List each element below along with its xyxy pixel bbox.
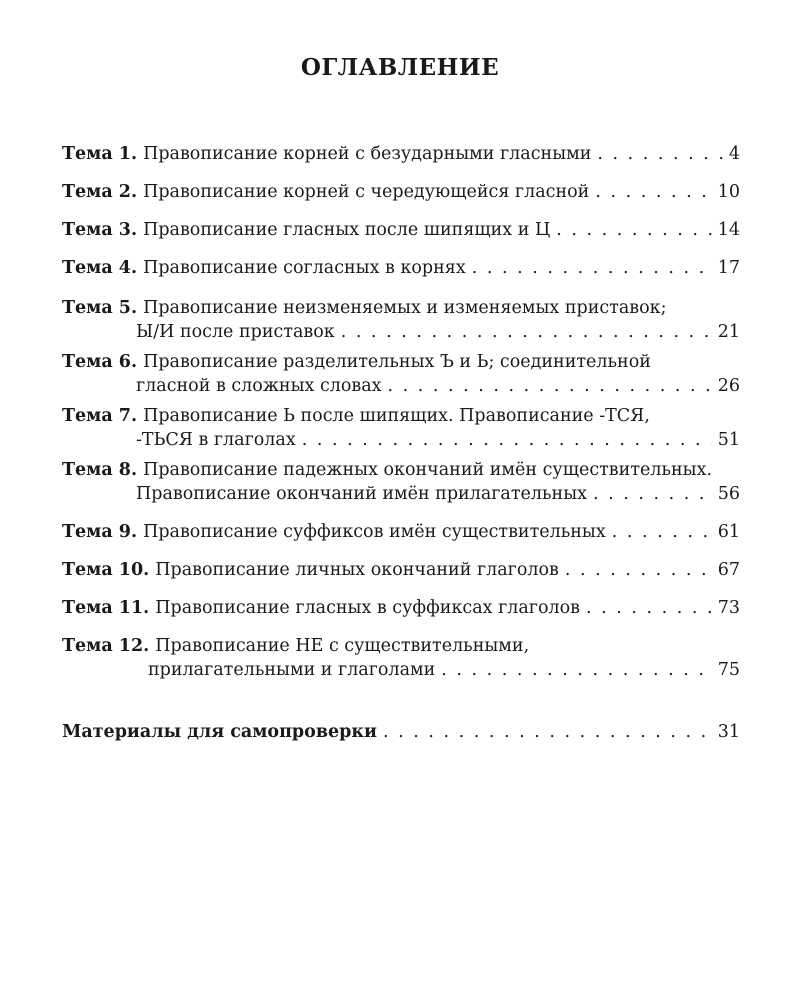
- toc-entry-title-cont: -ТЬСЯ в глаголах: [136, 430, 296, 450]
- toc-entry-materials[interactable]: [62, 720, 740, 744]
- page-title: ОГЛАВЛЕНИЕ: [300, 54, 500, 81]
- toc-entry[interactable]: [62, 596, 740, 620]
- toc-entry-page: 10: [717, 182, 740, 202]
- toc-entry[interactable]: [62, 520, 740, 544]
- toc-entry-page: 14: [717, 220, 740, 240]
- toc-entry[interactable]: [62, 296, 740, 344]
- toc-entry-page: 75: [717, 660, 740, 680]
- dot-leader: [341, 320, 712, 344]
- toc-entry-title: Правописание корней с безударными гласными: [143, 144, 592, 164]
- toc-entry-title: Правописание НЕ с существительными,: [155, 636, 530, 656]
- toc-entry-title: Правописание личных окончаний глаголов: [155, 560, 559, 580]
- toc-entry-title: Правописание неизменяемых и изменяемых приставок;: [143, 298, 667, 318]
- toc-entry-label: Тема 4.: [62, 258, 138, 278]
- toc-entry-label: Тема 3.: [62, 220, 138, 240]
- dot-leader: [593, 482, 712, 506]
- toc-entry[interactable]: [62, 558, 740, 582]
- dot-leader: [472, 256, 712, 280]
- toc-entry-title-cont: Правописание окончаний имён прилагательных: [136, 484, 588, 504]
- toc-entry-page: 4: [728, 144, 740, 164]
- toc-entry-page: 67: [717, 560, 740, 580]
- toc-entry-page: 61: [717, 522, 740, 542]
- toc-entry-label: Тема 10.: [62, 560, 150, 580]
- toc-entry-label: Тема 11.: [62, 598, 150, 618]
- toc-entry-page: 26: [717, 376, 740, 396]
- toc-entry[interactable]: [62, 180, 740, 204]
- toc-entry-title: Правописание Ь после шипящих. Правописание -ТСЯ,: [143, 406, 650, 426]
- dot-leader: [383, 720, 712, 744]
- dot-leader: [597, 142, 722, 166]
- dot-leader: [302, 428, 712, 452]
- toc-entry-title: Правописание падежных окончаний имён существительных.: [143, 460, 713, 480]
- toc-entry[interactable]: [62, 458, 740, 506]
- toc-entry-title: Правописание согласных в корнях: [143, 258, 466, 278]
- toc-entry-label: Тема 6.: [62, 352, 138, 372]
- toc-entry-label: Тема 2.: [62, 182, 138, 202]
- toc-entry-title-cont: гласной в сложных словах: [136, 376, 382, 396]
- toc-entry-page: 51: [717, 430, 740, 450]
- toc-entry-title: Правописание разделительных Ъ и Ь; соединительной: [143, 352, 651, 372]
- dot-leader: [441, 658, 711, 682]
- toc-entry-page: 21: [717, 322, 740, 342]
- toc-entry[interactable]: [62, 142, 740, 166]
- toc-entry[interactable]: [62, 256, 740, 280]
- toc-entry-title: Правописание корней с чередующейся гласной: [143, 182, 590, 202]
- toc-entry-page: 31: [717, 722, 740, 742]
- toc-entry-label: Тема 5.: [62, 298, 138, 318]
- toc-entry-label: Тема 1.: [62, 144, 138, 164]
- dot-leader: [586, 596, 712, 620]
- dot-leader: [595, 180, 711, 204]
- toc-list: [62, 142, 740, 680]
- toc-entry[interactable]: [62, 404, 740, 452]
- toc-entry-page: 73: [717, 598, 740, 618]
- toc-entry-page: 17: [717, 258, 740, 278]
- toc-entry[interactable]: [62, 350, 740, 398]
- toc-entry-label: Тема 12.: [62, 636, 150, 656]
- toc-entry-title-cont: прилагательными и глаголами: [148, 660, 436, 680]
- toc-entry[interactable]: [62, 218, 740, 242]
- toc-entry-title: Правописание гласных в суффиксах глаголов: [155, 598, 580, 618]
- toc-entry-label: Тема 7.: [62, 406, 138, 426]
- toc-entry[interactable]: [62, 634, 740, 682]
- dot-leader: [388, 374, 712, 398]
- toc-entry-label: Материалы для самопроверки: [62, 722, 377, 742]
- toc-entry-title: Правописание суффиксов имён существительных: [143, 522, 606, 542]
- toc-entry-label: Тема 8.: [62, 460, 138, 480]
- dot-leader: [556, 218, 711, 242]
- dot-leader: [612, 520, 712, 544]
- toc-entry-title: Правописание гласных после шипящих и Ц: [143, 220, 551, 240]
- toc-entry-page: 56: [717, 484, 740, 504]
- toc-entry-label: Тема 9.: [62, 522, 138, 542]
- dot-leader: [565, 558, 712, 582]
- toc-entry-title-cont: Ы/И после приставок: [136, 322, 335, 342]
